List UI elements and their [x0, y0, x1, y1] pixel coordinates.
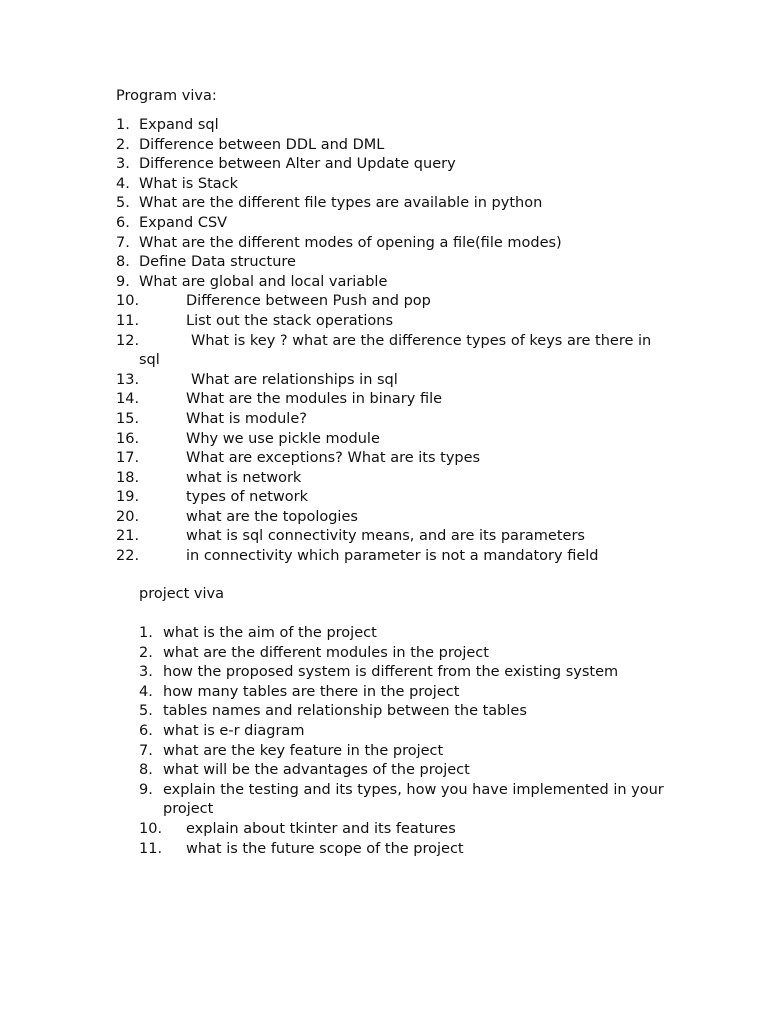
item-number: 8.	[139, 762, 153, 779]
list-item	[116, 547, 676, 567]
item-number: 7.	[116, 234, 130, 251]
item-number: 3.	[116, 156, 130, 173]
project-viva-title: project viva	[139, 586, 225, 602]
item-text: What are exceptions? What are its types	[186, 450, 481, 467]
item-number: 15.	[116, 410, 140, 427]
list-item	[139, 820, 679, 840]
item-number: 14.	[116, 391, 140, 408]
item-text: what are the key feature in the project	[163, 742, 444, 759]
list-item	[139, 702, 679, 722]
item-number: 11.	[139, 840, 163, 857]
list-item	[116, 508, 676, 528]
item-text: What are the different modes of opening a file(file modes)	[139, 234, 562, 251]
list-item	[116, 449, 676, 469]
item-number: 5.	[139, 703, 153, 720]
project-viva-list	[139, 624, 679, 859]
item-text: What is Stack	[139, 175, 239, 192]
list-item	[116, 390, 676, 410]
item-number: 22.	[116, 548, 140, 565]
item-text: Expand CSV	[139, 214, 228, 231]
item-number: 10.	[139, 820, 163, 837]
list-item	[116, 312, 676, 332]
item-number: 6.	[139, 722, 153, 739]
item-text: Difference between Alter and Update query	[139, 156, 456, 173]
item-text: Define Data structure	[139, 254, 296, 271]
item-number: 21.	[116, 528, 140, 545]
item-text: what is the future scope of the project	[186, 840, 464, 857]
list-item	[116, 175, 676, 195]
item-text: What are the modules in binary file	[186, 391, 443, 408]
list-item	[139, 781, 679, 820]
item-text: what are the topologies	[186, 508, 358, 525]
list-item	[116, 430, 676, 450]
list-item	[116, 488, 676, 508]
list-item	[116, 253, 676, 273]
item-text: Difference between DDL and DML	[139, 136, 385, 153]
item-number: 10.	[116, 293, 140, 310]
item-text: what is e-r diagram	[163, 722, 305, 739]
list-item	[139, 624, 679, 644]
item-text: how the proposed system is different from the existing system	[163, 664, 619, 681]
item-number: 4.	[116, 175, 130, 192]
item-text: what is the aim of the project	[163, 625, 377, 641]
item-number: 12.	[116, 332, 140, 349]
list-item	[116, 469, 676, 489]
list-item	[139, 761, 679, 781]
list-item	[139, 663, 679, 683]
item-text: What are relationships in sql	[191, 371, 398, 388]
item-number: 8.	[116, 254, 130, 271]
item-text: explain about tkinter and its features	[186, 820, 456, 837]
item-number: 4.	[139, 683, 153, 700]
item-text: What are the different file types are available in python	[139, 195, 543, 212]
list-item	[116, 332, 676, 371]
list-item	[116, 371, 676, 391]
item-text: Difference between Push and pop	[186, 293, 431, 310]
list-item	[116, 214, 676, 234]
list-item	[116, 292, 676, 312]
list-item	[116, 155, 676, 175]
item-text: Expand sql	[139, 117, 219, 133]
item-text: What are global and local variable	[139, 273, 388, 290]
list-item	[116, 136, 676, 156]
item-number: 2.	[139, 644, 153, 661]
item-number: 16.	[116, 430, 140, 447]
item-number: 3.	[139, 664, 153, 681]
item-text: explain the testing and its types, how you have implemented in your project	[163, 781, 664, 818]
list-item	[139, 683, 679, 703]
item-number: 9.	[116, 273, 130, 290]
item-text: List out the stack operations	[186, 312, 393, 329]
item-number: 20.	[116, 508, 140, 525]
item-text: in connectivity which parameter is not a mandatory field	[186, 548, 599, 565]
item-number: 6.	[116, 214, 130, 231]
item-text: what are the different modules in the project	[163, 644, 489, 661]
item-text: What is key ? what are the difference types of keys are there in sql	[139, 332, 652, 369]
item-text: Why we use pickle module	[186, 430, 380, 447]
item-text: tables names and relationship between the tables	[163, 703, 527, 720]
program-viva-list	[116, 116, 676, 567]
list-item	[139, 722, 679, 742]
list-item	[116, 527, 676, 547]
list-item	[116, 273, 676, 293]
item-text: types of network	[186, 489, 309, 506]
item-text: how many tables are there in the project	[163, 683, 460, 700]
list-item	[139, 644, 679, 664]
item-number: 1.	[139, 625, 153, 641]
item-text: what will be the advantages of the project	[163, 762, 470, 779]
item-number: 17.	[116, 450, 140, 467]
list-item	[139, 742, 679, 762]
item-text: what is sql connectivity means, and are its parameters	[186, 528, 585, 545]
list-item	[116, 410, 676, 430]
item-number: 5.	[116, 195, 130, 212]
item-number: 19.	[116, 489, 140, 506]
item-text: What is module?	[186, 410, 307, 427]
item-number: 9.	[139, 781, 153, 798]
item-number: 13.	[116, 371, 140, 388]
program-viva-title: Program viva:	[116, 88, 217, 104]
list-item	[116, 116, 676, 136]
list-item	[116, 234, 676, 254]
item-number: 2.	[116, 136, 130, 153]
item-number: 1.	[116, 117, 130, 133]
list-item	[116, 194, 676, 214]
item-text: what is network	[186, 469, 302, 486]
item-number: 18.	[116, 469, 140, 486]
list-item	[139, 840, 679, 860]
item-number: 11.	[116, 312, 140, 329]
item-number: 7.	[139, 742, 153, 759]
